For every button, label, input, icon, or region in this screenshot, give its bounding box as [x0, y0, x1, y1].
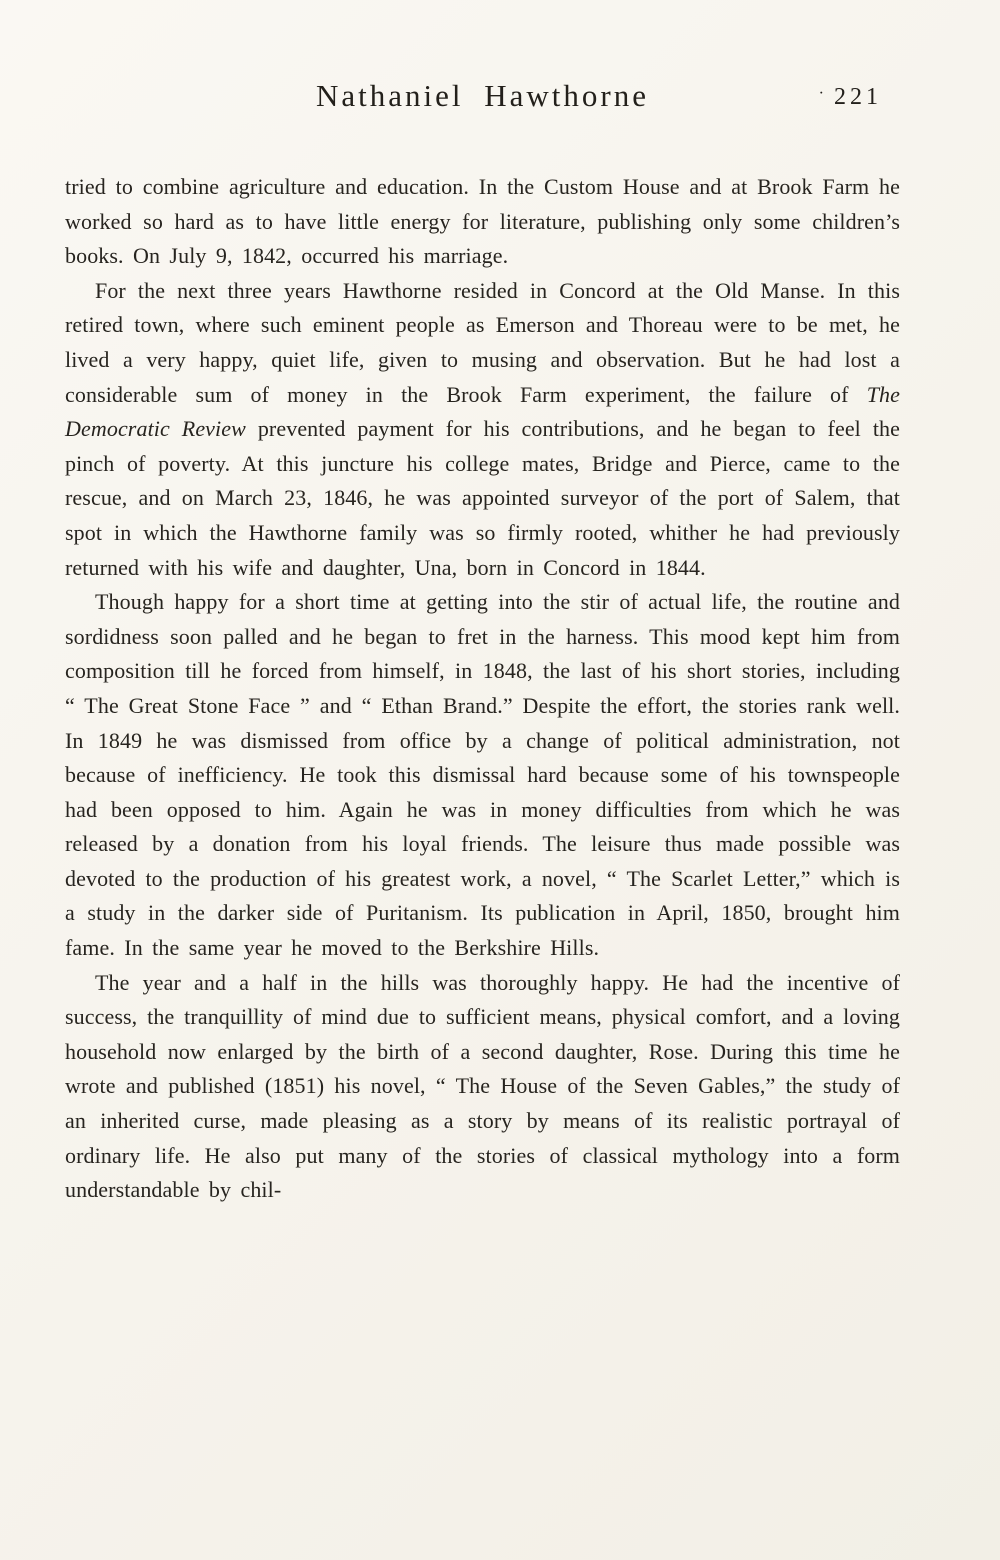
page-title: Nathaniel Hawthorne [316, 78, 649, 113]
text-run: Though happy for a short time at getting into the stir of actual life, the routine and sordidness soon palled and he began to fret in the harness. This mood kept him from composition till he forced from himself, in 1848, the last of his short stories, including “ The Great Stone Face ” and “ Ethan Brand.” Despite the effort, the stories rank well. In 1849 he was dismissed from office by a change of political administration, not because of inefficiency. He took this dismissal hard because some of his townspeople had been opposed to him. Again he was in money difficulties from which he was released by a donation from his loyal friends. The leisure thus made possible was devoted to the production of his greatest work, a novel, “ The Scarlet Letter,” which is a study in the darker side of Puritanism. Its publication in April, 1850, brought him fame. In the same year he moved to the Berkshire Hills. [65, 589, 900, 961]
text-run: The year and a half in the hills was thoroughly happy. He had the incentive of success, the tranquillity of mind due to sufficient means, physical comfort, and a loving household now enlarged by the birth of a second daughter, Rose. During this time he wrote and published (1851) his novel, “ The House of the Seven Gables,” the study of an inherited curse, made pleasing as a story by means of its realistic portrayal of ordinary life. He also put many of the stories of classical mythology into a form understandable by chil- [65, 969, 900, 1203]
page-text [65, 170, 900, 1208]
text-run: For the next three years Hawthorne resided in Concord at the Old Manse. In this retired town, where such eminent people as Emerson and Thoreau were to be met, he lived a very happy, quiet life, given to musing and observation. But he had lost a considerable sum of money in the Brook Farm experiment, the failure of [65, 277, 900, 407]
paragraph [65, 585, 900, 966]
paragraph [65, 274, 900, 585]
page-header [65, 78, 900, 126]
italic-text-run: The Democratic Review [65, 381, 900, 442]
page-number-dot: · [818, 85, 824, 102]
page-number [819, 84, 882, 111]
text-run: tried to combine agriculture and education. In the Custom House and at Brook Farm he worked so hard as to have little energy for literature, publishing only some children’s books. On July 9, 1842, occurred his marriage. [65, 174, 900, 269]
page-number-value: 221 [834, 84, 882, 110]
paragraph [65, 170, 900, 274]
text-run: prevented payment for his contributions, and he began to feel the pinch of poverty. At this juncture his college mates, Bridge and Pierce, came to the rescue, and on March 23, 1846, he was appointed surveyor of the port of Salem, that spot in which the Hawthorne family was so firmly rooted, whither he had previously returned with his wife and daughter, Una, born in Concord in 1844. [65, 416, 900, 580]
paragraph [65, 966, 900, 1208]
